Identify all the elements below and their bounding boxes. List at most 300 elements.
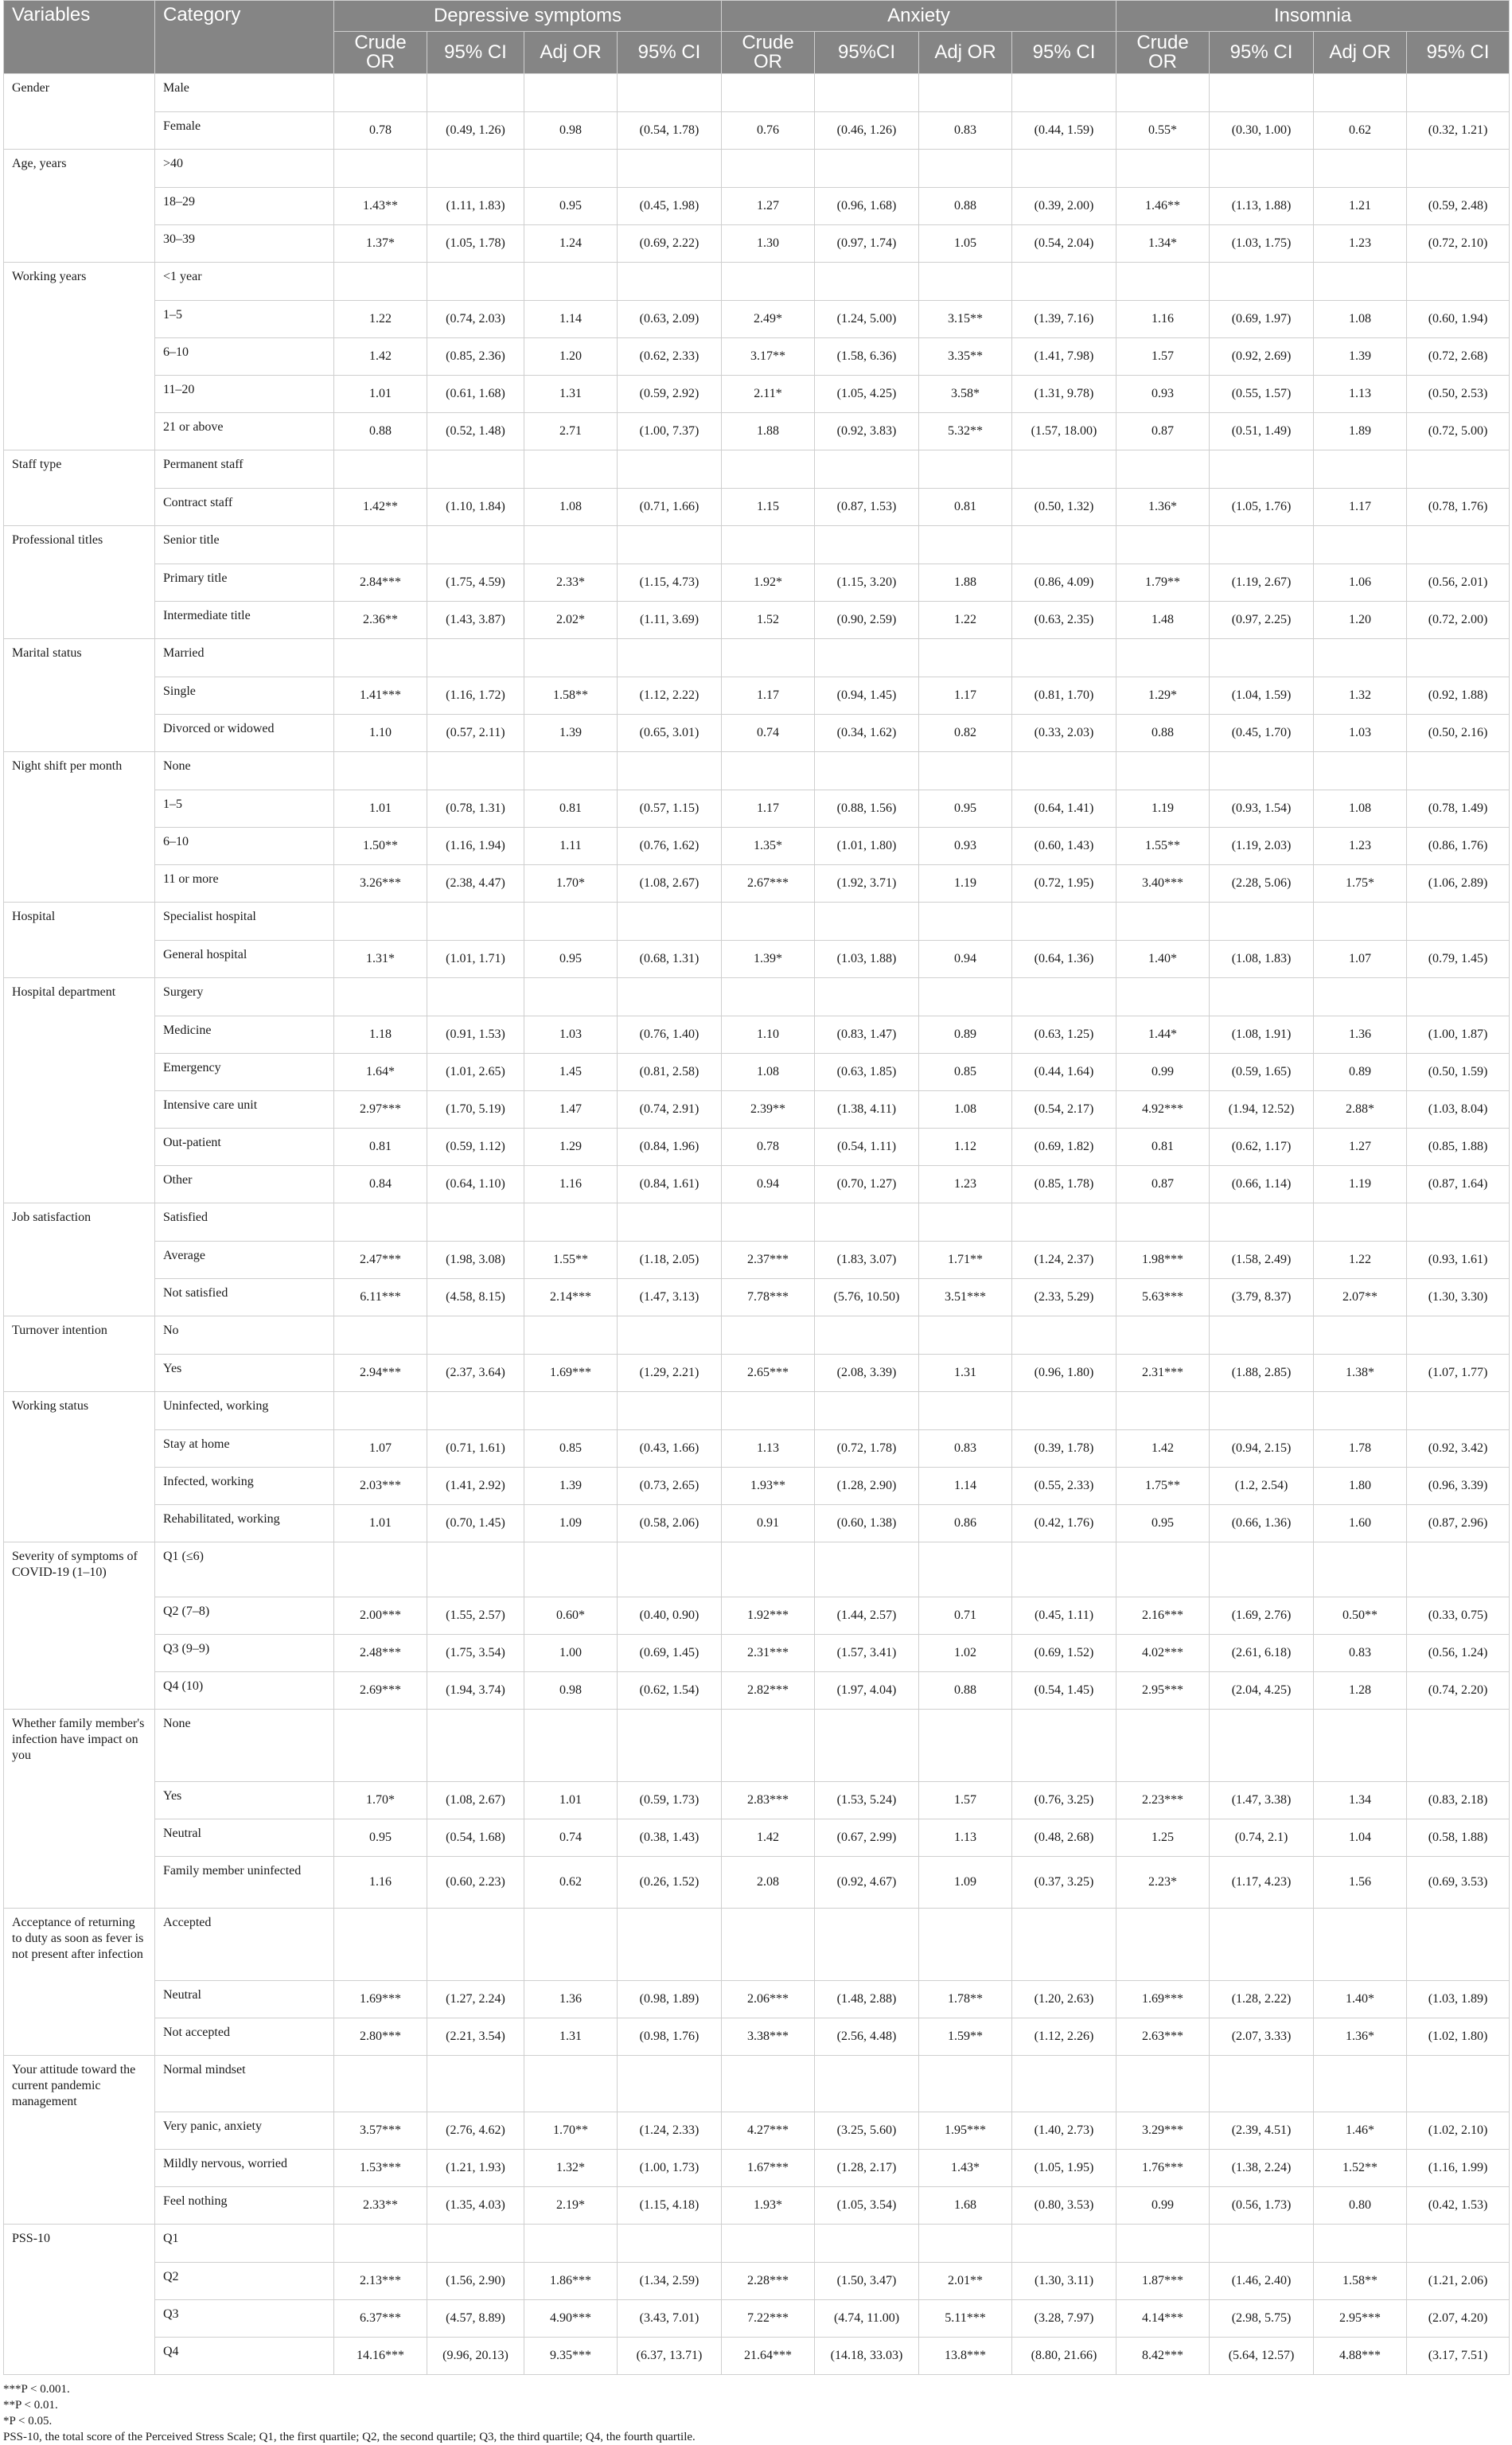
category-cell: Not accepted xyxy=(155,2018,334,2056)
ci-cell: (2.07, 3.33) xyxy=(1210,2018,1314,2056)
or-cell: 1.28 xyxy=(1314,1672,1407,1710)
table-row xyxy=(4,2187,1510,2225)
ci-cell xyxy=(618,526,722,564)
or-cell: 2.94*** xyxy=(334,1355,427,1392)
ci-cell xyxy=(618,450,722,489)
or-cell: 0.76 xyxy=(722,112,815,150)
odds-ratio-table xyxy=(3,0,1510,2375)
or-cell: 1.50** xyxy=(334,828,427,865)
or-cell xyxy=(1116,1542,1210,1597)
or-cell: 0.94 xyxy=(919,941,1012,978)
table-row xyxy=(4,413,1510,450)
ci-cell: (0.63, 2.35) xyxy=(1012,602,1116,639)
table-row xyxy=(4,941,1510,978)
or-cell: 0.87 xyxy=(1116,1166,1210,1203)
ci-cell: (0.33, 2.03) xyxy=(1012,715,1116,752)
ci-cell xyxy=(1210,2225,1314,2263)
or-cell xyxy=(919,450,1012,489)
or-cell: 0.85 xyxy=(524,1430,618,1468)
ci-cell: (0.98, 1.76) xyxy=(618,2018,722,2056)
or-cell xyxy=(1116,903,1210,941)
or-cell: 1.93* xyxy=(722,2187,815,2225)
or-cell: 13.8*** xyxy=(919,2338,1012,2375)
or-cell: 2.11* xyxy=(722,376,815,413)
ci-cell: (1.11, 3.69) xyxy=(618,602,722,639)
ci-cell: (0.69, 2.22) xyxy=(618,225,722,263)
ci-cell: (1.57, 18.00) xyxy=(1012,413,1116,450)
ci-cell: (0.93, 1.61) xyxy=(1407,1242,1510,1279)
or-cell xyxy=(334,150,427,188)
category-cell: Q2 (7–8) xyxy=(155,1597,334,1635)
ci-cell: (0.90, 2.59) xyxy=(815,602,919,639)
ci-cell: (0.62, 1.54) xyxy=(618,1672,722,1710)
or-cell: 1.19 xyxy=(1116,790,1210,828)
or-cell xyxy=(722,1909,815,1981)
ci-cell xyxy=(1210,450,1314,489)
table-row xyxy=(4,564,1510,602)
ci-cell: (1.43, 3.87) xyxy=(427,602,524,639)
table-row xyxy=(4,1782,1510,1819)
or-cell xyxy=(1116,1203,1210,1242)
or-cell xyxy=(524,1316,618,1355)
ci-cell: (1.75, 3.54) xyxy=(427,1635,524,1672)
or-cell: 2.28*** xyxy=(722,2263,815,2300)
ci-cell: (1.55, 2.57) xyxy=(427,1597,524,1635)
or-cell xyxy=(1314,74,1407,112)
table-row xyxy=(4,2338,1510,2375)
or-cell: 1.03 xyxy=(1314,715,1407,752)
ci-cell: (0.92, 1.88) xyxy=(1407,677,1510,715)
variable-cell: Marital status xyxy=(4,639,155,752)
ci-cell xyxy=(1407,1710,1510,1782)
table-row xyxy=(4,978,1510,1016)
ci-cell xyxy=(1407,150,1510,188)
or-cell xyxy=(919,150,1012,188)
table-row xyxy=(4,1505,1510,1542)
ci-cell: (1.24, 5.00) xyxy=(815,301,919,338)
or-cell: 4.88*** xyxy=(1314,2338,1407,2375)
table-row xyxy=(4,74,1510,112)
or-cell: 2.00*** xyxy=(334,1597,427,1635)
ci-cell: (0.39, 2.00) xyxy=(1012,188,1116,225)
ci-cell: (0.71, 1.61) xyxy=(427,1430,524,1468)
ci-cell: (1.08, 2.67) xyxy=(427,1782,524,1819)
or-cell: 1.37* xyxy=(334,225,427,263)
ci-cell xyxy=(1210,1392,1314,1430)
ci-cell: (2.28, 5.06) xyxy=(1210,865,1314,903)
or-cell: 1.13 xyxy=(1314,376,1407,413)
ci-cell: (2.98, 5.75) xyxy=(1210,2300,1314,2338)
or-cell: 1.23 xyxy=(1314,225,1407,263)
table-row xyxy=(4,1597,1510,1635)
ci-cell xyxy=(1012,1392,1116,1430)
or-cell: 9.35*** xyxy=(524,2338,618,2375)
table-row xyxy=(4,1129,1510,1166)
or-cell: 0.95 xyxy=(524,188,618,225)
ci-cell: (0.96, 3.39) xyxy=(1407,1468,1510,1505)
ci-cell: (1.53, 5.24) xyxy=(815,1782,919,1819)
ci-cell: (0.40, 0.90) xyxy=(618,1597,722,1635)
or-cell xyxy=(524,1909,618,1981)
ci-cell: (1.00, 7.37) xyxy=(618,413,722,450)
ci-cell: (0.72, 1.95) xyxy=(1012,865,1116,903)
or-cell: 1.47 xyxy=(524,1091,618,1129)
ci-cell xyxy=(618,1203,722,1242)
table-row xyxy=(4,1819,1510,1857)
ci-cell: (0.69, 1.45) xyxy=(618,1635,722,1672)
ci-cell xyxy=(1210,150,1314,188)
or-cell: 0.81 xyxy=(1116,1129,1210,1166)
ci-cell: (0.84, 1.96) xyxy=(618,1129,722,1166)
ci-cell: (0.81, 2.58) xyxy=(618,1054,722,1091)
ci-cell xyxy=(1012,1316,1116,1355)
ci-cell xyxy=(427,1392,524,1430)
table-row xyxy=(4,1166,1510,1203)
or-cell: 1.40* xyxy=(1116,941,1210,978)
category-cell: Normal mindset xyxy=(155,2056,334,2112)
header-insomnia: Insomnia xyxy=(1116,1,1510,32)
category-cell: Intermediate title xyxy=(155,602,334,639)
ci-cell: (2.33, 5.29) xyxy=(1012,1279,1116,1316)
ci-cell: (0.65, 3.01) xyxy=(618,715,722,752)
or-cell xyxy=(722,2225,815,2263)
ci-cell xyxy=(427,74,524,112)
or-cell: 0.83 xyxy=(919,1430,1012,1468)
ci-cell: (0.85, 2.36) xyxy=(427,338,524,376)
or-cell: 1.87*** xyxy=(1116,2263,1210,2300)
or-cell: 1.07 xyxy=(334,1430,427,1468)
or-cell xyxy=(919,1392,1012,1430)
or-cell xyxy=(1116,639,1210,677)
or-cell: 4.90*** xyxy=(524,2300,618,2338)
or-cell: 1.67*** xyxy=(722,2150,815,2187)
ci-cell: (0.38, 1.43) xyxy=(618,1819,722,1857)
or-cell: 4.27*** xyxy=(722,2112,815,2150)
ci-cell xyxy=(815,903,919,941)
table-row xyxy=(4,1468,1510,1505)
ci-cell: (0.74, 2.20) xyxy=(1407,1672,1510,1710)
or-cell: 1.42 xyxy=(334,338,427,376)
subheader-cell: 95%CI xyxy=(815,32,919,74)
or-cell: 1.93** xyxy=(722,1468,815,1505)
ci-cell xyxy=(618,1710,722,1782)
or-cell xyxy=(1314,2056,1407,2112)
ci-cell xyxy=(815,639,919,677)
or-cell xyxy=(334,639,427,677)
or-cell: 1.23 xyxy=(919,1166,1012,1203)
ci-cell: (1.21, 2.06) xyxy=(1407,2263,1510,2300)
or-cell: 1.86*** xyxy=(524,2263,618,2300)
or-cell: 1.08 xyxy=(722,1054,815,1091)
ci-cell: (0.72, 1.78) xyxy=(815,1430,919,1468)
subheader-cell: Crude OR xyxy=(1116,32,1210,74)
or-cell: 1.27 xyxy=(1314,1129,1407,1166)
or-cell: 1.07 xyxy=(1314,941,1407,978)
ci-cell xyxy=(1210,1909,1314,1981)
ci-cell: (0.54, 1.68) xyxy=(427,1819,524,1857)
or-cell: 1.01 xyxy=(524,1782,618,1819)
ci-cell: (1.46, 2.40) xyxy=(1210,2263,1314,2300)
or-cell: 2.82*** xyxy=(722,1672,815,1710)
ci-cell: (0.94, 2.15) xyxy=(1210,1430,1314,1468)
ci-cell: (1.58, 6.36) xyxy=(815,338,919,376)
table-row xyxy=(4,526,1510,564)
ci-cell xyxy=(618,1392,722,1430)
ci-cell: (1.98, 3.08) xyxy=(427,1242,524,1279)
or-cell: 1.22 xyxy=(1314,1242,1407,1279)
or-cell: 0.95 xyxy=(919,790,1012,828)
or-cell: 2.03*** xyxy=(334,1468,427,1505)
or-cell: 1.59** xyxy=(919,2018,1012,2056)
ci-cell: (0.78, 1.49) xyxy=(1407,790,1510,828)
or-cell xyxy=(919,2225,1012,2263)
or-cell: 1.35* xyxy=(722,828,815,865)
or-cell: 1.31 xyxy=(524,2018,618,2056)
ci-cell: (0.59, 2.92) xyxy=(618,376,722,413)
or-cell: 1.13 xyxy=(919,1819,1012,1857)
or-cell: 0.99 xyxy=(1116,2187,1210,2225)
or-cell: 6.11*** xyxy=(334,1279,427,1316)
ci-cell: (0.73, 2.65) xyxy=(618,1468,722,1505)
category-cell: Yes xyxy=(155,1782,334,1819)
or-cell: 0.95 xyxy=(334,1819,427,1857)
category-cell: General hospital xyxy=(155,941,334,978)
or-cell xyxy=(1314,752,1407,790)
subheader-cell: 95% CI xyxy=(1012,32,1116,74)
or-cell: 1.60 xyxy=(1314,1505,1407,1542)
ci-cell xyxy=(427,526,524,564)
ci-cell: (1.01, 2.65) xyxy=(427,1054,524,1091)
category-cell: Yes xyxy=(155,1355,334,1392)
ci-cell xyxy=(815,1542,919,1597)
ci-cell: (0.93, 1.54) xyxy=(1210,790,1314,828)
category-cell: 18–29 xyxy=(155,188,334,225)
ci-cell: (0.92, 3.42) xyxy=(1407,1430,1510,1468)
or-cell xyxy=(334,1710,427,1782)
or-cell: 0.88 xyxy=(334,413,427,450)
ci-cell xyxy=(427,1909,524,1981)
table-row xyxy=(4,1981,1510,2018)
ci-cell xyxy=(427,263,524,301)
or-cell: 2.13*** xyxy=(334,2263,427,2300)
ci-cell xyxy=(427,1203,524,1242)
ci-cell: (6.37, 13.71) xyxy=(618,2338,722,2375)
category-cell: Infected, working xyxy=(155,1468,334,1505)
variable-cell: Acceptance of returning to duty as soon as fever is not present after infection xyxy=(4,1909,155,2056)
or-cell: 1.52 xyxy=(722,602,815,639)
header-anxiety: Anxiety xyxy=(722,1,1116,32)
or-cell: 0.80 xyxy=(1314,2187,1407,2225)
table-row xyxy=(4,150,1510,188)
ci-cell: (0.92, 3.83) xyxy=(815,413,919,450)
ci-cell xyxy=(1012,150,1116,188)
category-cell: 30–39 xyxy=(155,225,334,263)
or-cell: 1.09 xyxy=(919,1857,1012,1909)
ci-cell: (1.28, 2.17) xyxy=(815,2150,919,2187)
ci-cell xyxy=(618,639,722,677)
category-cell: Neutral xyxy=(155,1819,334,1857)
or-cell xyxy=(334,1542,427,1597)
or-cell xyxy=(1116,450,1210,489)
category-cell: None xyxy=(155,752,334,790)
or-cell: 1.36* xyxy=(1116,489,1210,526)
table-row xyxy=(4,715,1510,752)
ci-cell: (0.42, 1.76) xyxy=(1012,1505,1116,1542)
or-cell: 1.70** xyxy=(524,2112,618,2150)
ci-cell: (0.81, 1.70) xyxy=(1012,677,1116,715)
ci-cell: (0.72, 2.10) xyxy=(1407,225,1510,263)
ci-cell: (1.03, 8.04) xyxy=(1407,1091,1510,1129)
ci-cell: (1.83, 3.07) xyxy=(815,1242,919,1279)
table-row xyxy=(4,903,1510,941)
or-cell: 2.16*** xyxy=(1116,1597,1210,1635)
ci-cell: (0.59, 1.73) xyxy=(618,1782,722,1819)
ci-cell: (1.12, 2.26) xyxy=(1012,2018,1116,2056)
ci-cell: (0.63, 1.25) xyxy=(1012,1016,1116,1054)
or-cell xyxy=(919,978,1012,1016)
or-cell xyxy=(524,526,618,564)
or-cell: 2.69*** xyxy=(334,1672,427,1710)
or-cell: 1.16 xyxy=(334,1857,427,1909)
category-cell: Other xyxy=(155,1166,334,1203)
ci-cell: (1.50, 3.47) xyxy=(815,2263,919,2300)
ci-cell: (0.87, 1.64) xyxy=(1407,1166,1510,1203)
or-cell xyxy=(1314,1203,1407,1242)
variable-cell: Staff type xyxy=(4,450,155,526)
ci-cell: (1.00, 1.73) xyxy=(618,2150,722,2187)
table-row xyxy=(4,1392,1510,1430)
variable-cell: PSS-10 xyxy=(4,2225,155,2375)
or-cell: 1.06 xyxy=(1314,564,1407,602)
ci-cell: (2.38, 4.47) xyxy=(427,865,524,903)
ci-cell: (1.12, 2.22) xyxy=(618,677,722,715)
ci-cell xyxy=(1210,639,1314,677)
ci-cell: (0.72, 2.68) xyxy=(1407,338,1510,376)
ci-cell xyxy=(1407,1909,1510,1981)
ci-cell: (0.45, 1.70) xyxy=(1210,715,1314,752)
or-cell: 1.42 xyxy=(722,1819,815,1857)
or-cell xyxy=(722,978,815,1016)
or-cell: 2.31*** xyxy=(1116,1355,1210,1392)
ci-cell xyxy=(618,263,722,301)
or-cell xyxy=(1314,978,1407,1016)
table-row xyxy=(4,263,1510,301)
ci-cell: (1.47, 3.13) xyxy=(618,1279,722,1316)
ci-cell: (1.40, 2.73) xyxy=(1012,2112,1116,2150)
ci-cell: (0.69, 1.97) xyxy=(1210,301,1314,338)
category-cell: 11 or more xyxy=(155,865,334,903)
or-cell: 2.84*** xyxy=(334,564,427,602)
ci-cell xyxy=(1210,2056,1314,2112)
ci-cell xyxy=(618,903,722,941)
ci-cell: (2.04, 4.25) xyxy=(1210,1672,1314,1710)
or-cell: 1.88 xyxy=(722,413,815,450)
ci-cell: (1.08, 1.83) xyxy=(1210,941,1314,978)
ci-cell: (0.86, 1.76) xyxy=(1407,828,1510,865)
ci-cell: (0.85, 1.88) xyxy=(1407,1129,1510,1166)
ci-cell: (1.48, 2.88) xyxy=(815,1981,919,2018)
or-cell: 1.42** xyxy=(334,489,427,526)
ci-cell: (0.58, 2.06) xyxy=(618,1505,722,1542)
ci-cell xyxy=(1407,74,1510,112)
ci-cell xyxy=(1012,752,1116,790)
ci-cell: (0.60, 2.23) xyxy=(427,1857,524,1909)
or-cell: 1.69*** xyxy=(1116,1981,1210,2018)
ci-cell: (1.35, 4.03) xyxy=(427,2187,524,2225)
ci-cell: (0.69, 1.52) xyxy=(1012,1635,1116,1672)
or-cell: 2.19* xyxy=(524,2187,618,2225)
ci-cell: (1.75, 4.59) xyxy=(427,564,524,602)
or-cell xyxy=(524,2056,618,2112)
category-cell: Surgery xyxy=(155,978,334,1016)
table-row xyxy=(4,301,1510,338)
or-cell: 1.20 xyxy=(524,338,618,376)
or-cell: 1.53*** xyxy=(334,2150,427,2187)
ci-cell: (1.15, 3.20) xyxy=(815,564,919,602)
category-cell: Q1 (≤6) xyxy=(155,1542,334,1597)
ci-cell: (0.54, 1.11) xyxy=(815,1129,919,1166)
ci-cell xyxy=(1210,1710,1314,1782)
or-cell: 1.92*** xyxy=(722,1597,815,1635)
table-row xyxy=(4,828,1510,865)
category-cell: Q2 xyxy=(155,2263,334,2300)
ci-cell: (1.34, 2.59) xyxy=(618,2263,722,2300)
ci-cell: (0.56, 1.24) xyxy=(1407,1635,1510,1672)
or-cell: 1.17 xyxy=(919,677,1012,715)
or-cell xyxy=(919,1542,1012,1597)
table-row xyxy=(4,2300,1510,2338)
ci-cell: (1.41, 7.98) xyxy=(1012,338,1116,376)
ci-cell: (1.38, 4.11) xyxy=(815,1091,919,1129)
ci-cell: (1.94, 3.74) xyxy=(427,1672,524,1710)
ci-cell: (0.86, 4.09) xyxy=(1012,564,1116,602)
ci-cell: (0.54, 1.78) xyxy=(618,112,722,150)
header-variables: Variables xyxy=(4,1,155,74)
or-cell: 1.78** xyxy=(919,1981,1012,2018)
ci-cell: (1.13, 1.88) xyxy=(1210,188,1314,225)
or-cell: 1.52** xyxy=(1314,2150,1407,2187)
or-cell: 0.82 xyxy=(919,715,1012,752)
variable-cell: Hospital xyxy=(4,903,155,978)
ci-cell xyxy=(427,903,524,941)
table-row xyxy=(4,450,1510,489)
or-cell: 0.50** xyxy=(1314,1597,1407,1635)
ci-cell: (1.70, 5.19) xyxy=(427,1091,524,1129)
or-cell: 1.17 xyxy=(1314,489,1407,526)
ci-cell xyxy=(427,752,524,790)
ci-cell: (1.29, 2.21) xyxy=(618,1355,722,1392)
ci-cell xyxy=(1407,2056,1510,2112)
ci-cell xyxy=(1210,752,1314,790)
variable-cell: Working status xyxy=(4,1392,155,1542)
ci-cell xyxy=(1012,74,1116,112)
or-cell: 1.29 xyxy=(524,1129,618,1166)
table-row xyxy=(4,1054,1510,1091)
subheader-cell: Crude OR xyxy=(722,32,815,74)
footnotes xyxy=(3,2381,1509,2445)
variable-cell: Hospital department xyxy=(4,978,155,1203)
or-cell xyxy=(1314,1316,1407,1355)
category-cell: Divorced or widowed xyxy=(155,715,334,752)
ci-cell: (0.57, 2.11) xyxy=(427,715,524,752)
variable-cell: Working years xyxy=(4,263,155,450)
ci-cell: (0.51, 1.49) xyxy=(1210,413,1314,450)
ci-cell: (1.02, 1.80) xyxy=(1407,2018,1510,2056)
or-cell: 5.11*** xyxy=(919,2300,1012,2338)
category-cell: 6–10 xyxy=(155,828,334,865)
ci-cell: (0.78, 1.31) xyxy=(427,790,524,828)
ci-cell: (1.57, 3.41) xyxy=(815,1635,919,1672)
